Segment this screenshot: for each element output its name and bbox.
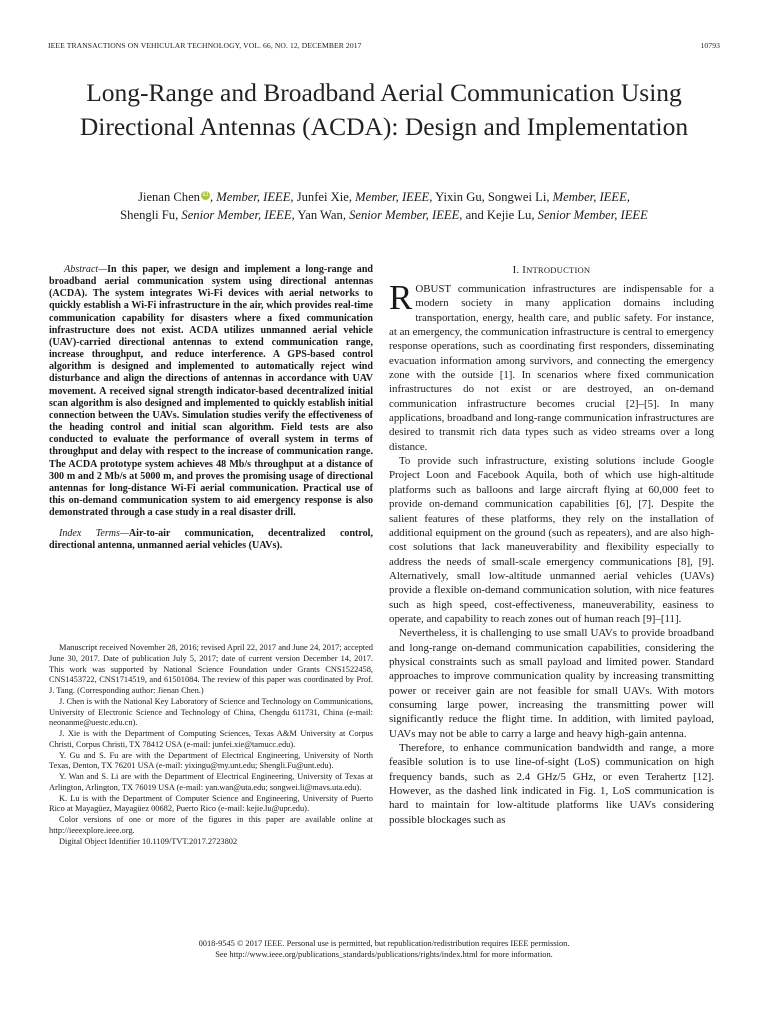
intro-paragraph xyxy=(389,278,714,454)
author-name: , and Kejie Lu xyxy=(459,207,532,222)
index-terms-label: Index Terms— xyxy=(59,528,129,540)
author-affiliation-role: , Senior Member, IEEE xyxy=(342,207,460,222)
author-affiliation-role: , Member, IEEE, xyxy=(546,190,630,204)
abstract-label: Abstract— xyxy=(64,264,108,275)
footnote-manuscript: Manuscript received November 28, 2016; revised April 22, 2017 and June 24, 2017; accepted June 30, 2017. Date of publication July 5, 2017; date of current version December 14, 2017. This work was supported by National Science Foundation under Grants CNS1522458, CNS1453722, CNS1714519, and 61501084. The review of this paper was coordinated by Prof. J. Tang. (Corresponding author: Jienan Chen.) xyxy=(49,643,373,695)
section-heading xyxy=(389,264,714,276)
author-affiliation-role: , Senior Member, IEEE xyxy=(531,207,648,222)
intro-paragraph: Therefore, to enhance communication bandwidth and range, a more feasible solution is to use line-of-sight (LoS) communication on high frequency bands, such as 2.4 GHz/5 GHz, or even Terahertz [12]. However, as the dashed link indicated in Fig. 1, LoS communication is hard to maintain for low-altitude platforms like UAVs considering possible blockages such as xyxy=(389,742,714,826)
abstract-text: In this paper, we design and implement a long-range and broadband aerial communication system using directional antennas (ACDA). The system integrates Wi-Fi devices with aerial networks to quickly establish a Wi-Fi infrastructure in the air, which provides real-time communication capability for disasters where a fixed communication infrastructure does not exist. ACDA utilizes unmanned aerial vehicle (UAV)-carried directional antennas to extend communication range, increase throughput, and reduce interference. A GPS-based control algorithm is designed and implemented to automatically reject wind disturbance and align the directions of antennas in accordance with UAV movement. A received signal strength indicator-based decentralized initial scan algorithm is also designed and implemented to quickly establish initial connection between the UAVs. Simulation studies verify the effectiveness of the heading control and initial scan algorithm. Field tests are also conducted to evaluate the performance of overall system in terms of throughput and delay with respect to the increase of communication range. The ACDA prototype system achieves 48 Mb/s throughput at a distance of 300 m and 2 Mb/s at 5000 m, and proves the promising usage of directional antennas for long-distance Wi-Fi aerial communication. Practical use of this on-demand communication system to aid emergency response is also demonstrated through a case study in a real disaster drill. xyxy=(49,264,373,519)
intro-paragraph: To provide such infrastructure, existing solutions include Google Project Loon and Facebook Aquila, both of which use high-altitude platforms such as balloons and large aircraft flying at 60,000 feet to provide on-demand communication capabilities [6], [7]. Despite the salient features of these platforms, they rely on the installation of additional equipment on the ground (such as repeaters), and are also high-cost solutions that lack maneuverability and flexibility especially to address the needs of small-scale emergency communications [8], [9]. Alternatively, small low-altitude unmanned aerial vehicles (UAVs) provide a flexible on-demand communication solution, with nice features such as high speed, cost-effectiveness, maneuverability, easiness to operate, and capability to reach zones out of human reach [9]–[11]. xyxy=(389,455,714,625)
intro-paragraph-text: OBUST communication infrastructures are indispensable for a modern society in many application domains including transportation, energy, health care, and public safety. For instance, at an emergency, the communication infrastructure is central to emergency response operations, such as coordinating first responders, disseminating evacuation information among survivors, and connecting the emergency zone with the outside [1]. In scenarios where fixed communication infrastructures do not exist or are destroyed, an on-demand communication infrastructure becomes crucial [2]–[5]. In many applications, broadband and long-range communication infrastructures are desired to transmit rich data types such as video streams over a long distance. xyxy=(389,283,714,453)
footnotes xyxy=(49,643,373,847)
intro-paragraph: Nevertheless, it is challenging to use small UAVs to provide broadband and long-range on-demand communication capabilities, considering the physical constraints such as small payload and limited power. Standard approaches to improve communication quality by increasing transmitting power or receiver gain are not feasible for small UAVs. With motors consuming large power, increasing the transmitting power will significantly reduce the flight time. In addition, with limited payload, UAVs may not be able to carry a large and heavy high-gain antenna. xyxy=(389,627,714,740)
paper-title: Long-Range and Broadband Aerial Communication Using Directional Antennas (ACDA): Design and Implementation xyxy=(79,78,689,141)
author-list xyxy=(40,189,728,224)
footnote-affiliation: J. Chen is with the National Key Laboratory of Science and Technology on Communications, University of Electronic Science and Technology of China, Chengdu 611731, China (e-mail: neonanme@uestc.edu.cn). xyxy=(49,696,373,728)
footnote-color-versions: Color versions of one or more of the figures in this paper are available online at http://ieeexplore.ieee.org. xyxy=(49,815,373,835)
drop-cap: R xyxy=(389,278,413,317)
footnote-doi: Digital Object Identifier 10.1109/TVT.2017.2723802 xyxy=(59,836,238,846)
author-name: , Yixin Gu, Songwei Li xyxy=(429,190,547,204)
section-title-initial: I xyxy=(522,264,527,276)
running-head xyxy=(48,41,720,53)
author-name: Shengli Fu xyxy=(120,207,176,222)
author-name: , Junfei Xie xyxy=(290,190,349,204)
introduction-body xyxy=(389,278,714,827)
author-affiliation-role: , Member, IEEE xyxy=(209,190,291,204)
section-number: I. xyxy=(512,264,523,276)
footnote-affiliation: Y. Wan and S. Li are with the Department of Electrical Engineering, University of Texas at Arlington, Arlington, TX 76019 USA (e-mail: yan.wan@uta.edu; songwei.li@mavs.uta.edu). xyxy=(49,772,373,792)
footnote-affiliation: J. Xie is with the Department of Computing Sciences, Texas A&M University at Corpus Christi, Corpus Christi, TX 78412 USA (e-mail: junfei.xie@tamucc.edu). xyxy=(49,729,373,749)
footnote-affiliation: Y. Gu and S. Fu are with the Department of Electrical Engineering, University of North Texas, Denton, TX 76201 USA (e-mail: yixingu@my.unt.edu; Shengli.Fu@unt.edu). xyxy=(49,750,373,771)
journal-citation: IEEE TRANSACTIONS ON VEHICULAR TECHNOLOGY, VOL. 66, NO. 12, DECEMBER 2017 xyxy=(48,41,362,50)
orcid-icon[interactable]: iD xyxy=(202,192,209,198)
index-terms-text: Air-to-air communication, decentralized control, directional antenna, unmanned aerial vehicles (UAVs). xyxy=(49,528,373,552)
author-affiliation-role: , Senior Member, IEEE xyxy=(175,207,292,222)
copyright-notice xyxy=(48,938,720,960)
copyright-line: See http://www.ieee.org/publications_standards/publications/rights/index.html for more information. xyxy=(215,950,553,960)
author-name: Jienan Chen xyxy=(138,190,200,204)
abstract xyxy=(49,264,373,519)
author-name: , Yan Wan xyxy=(291,207,343,222)
index-terms xyxy=(49,528,373,552)
left-column xyxy=(49,264,373,553)
author-affiliation-role: , Member, IEEE xyxy=(348,190,430,204)
page-number: 10793 xyxy=(700,41,720,50)
footnote-affiliation: K. Lu is with the Department of Computer Science and Engineering, University of Puerto Rico at Mayagüez, Mayagüez 00682, Puerto Rico (e-mail: kejie.lu@upr.edu). xyxy=(49,793,373,814)
copyright-line: 0018-9545 © 2017 IEEE. Personal use is permitted, but republication/redistribution requires IEEE permission. xyxy=(198,939,570,948)
right-column xyxy=(389,264,714,827)
section-title-rest: NTRODUCTION xyxy=(526,265,591,275)
